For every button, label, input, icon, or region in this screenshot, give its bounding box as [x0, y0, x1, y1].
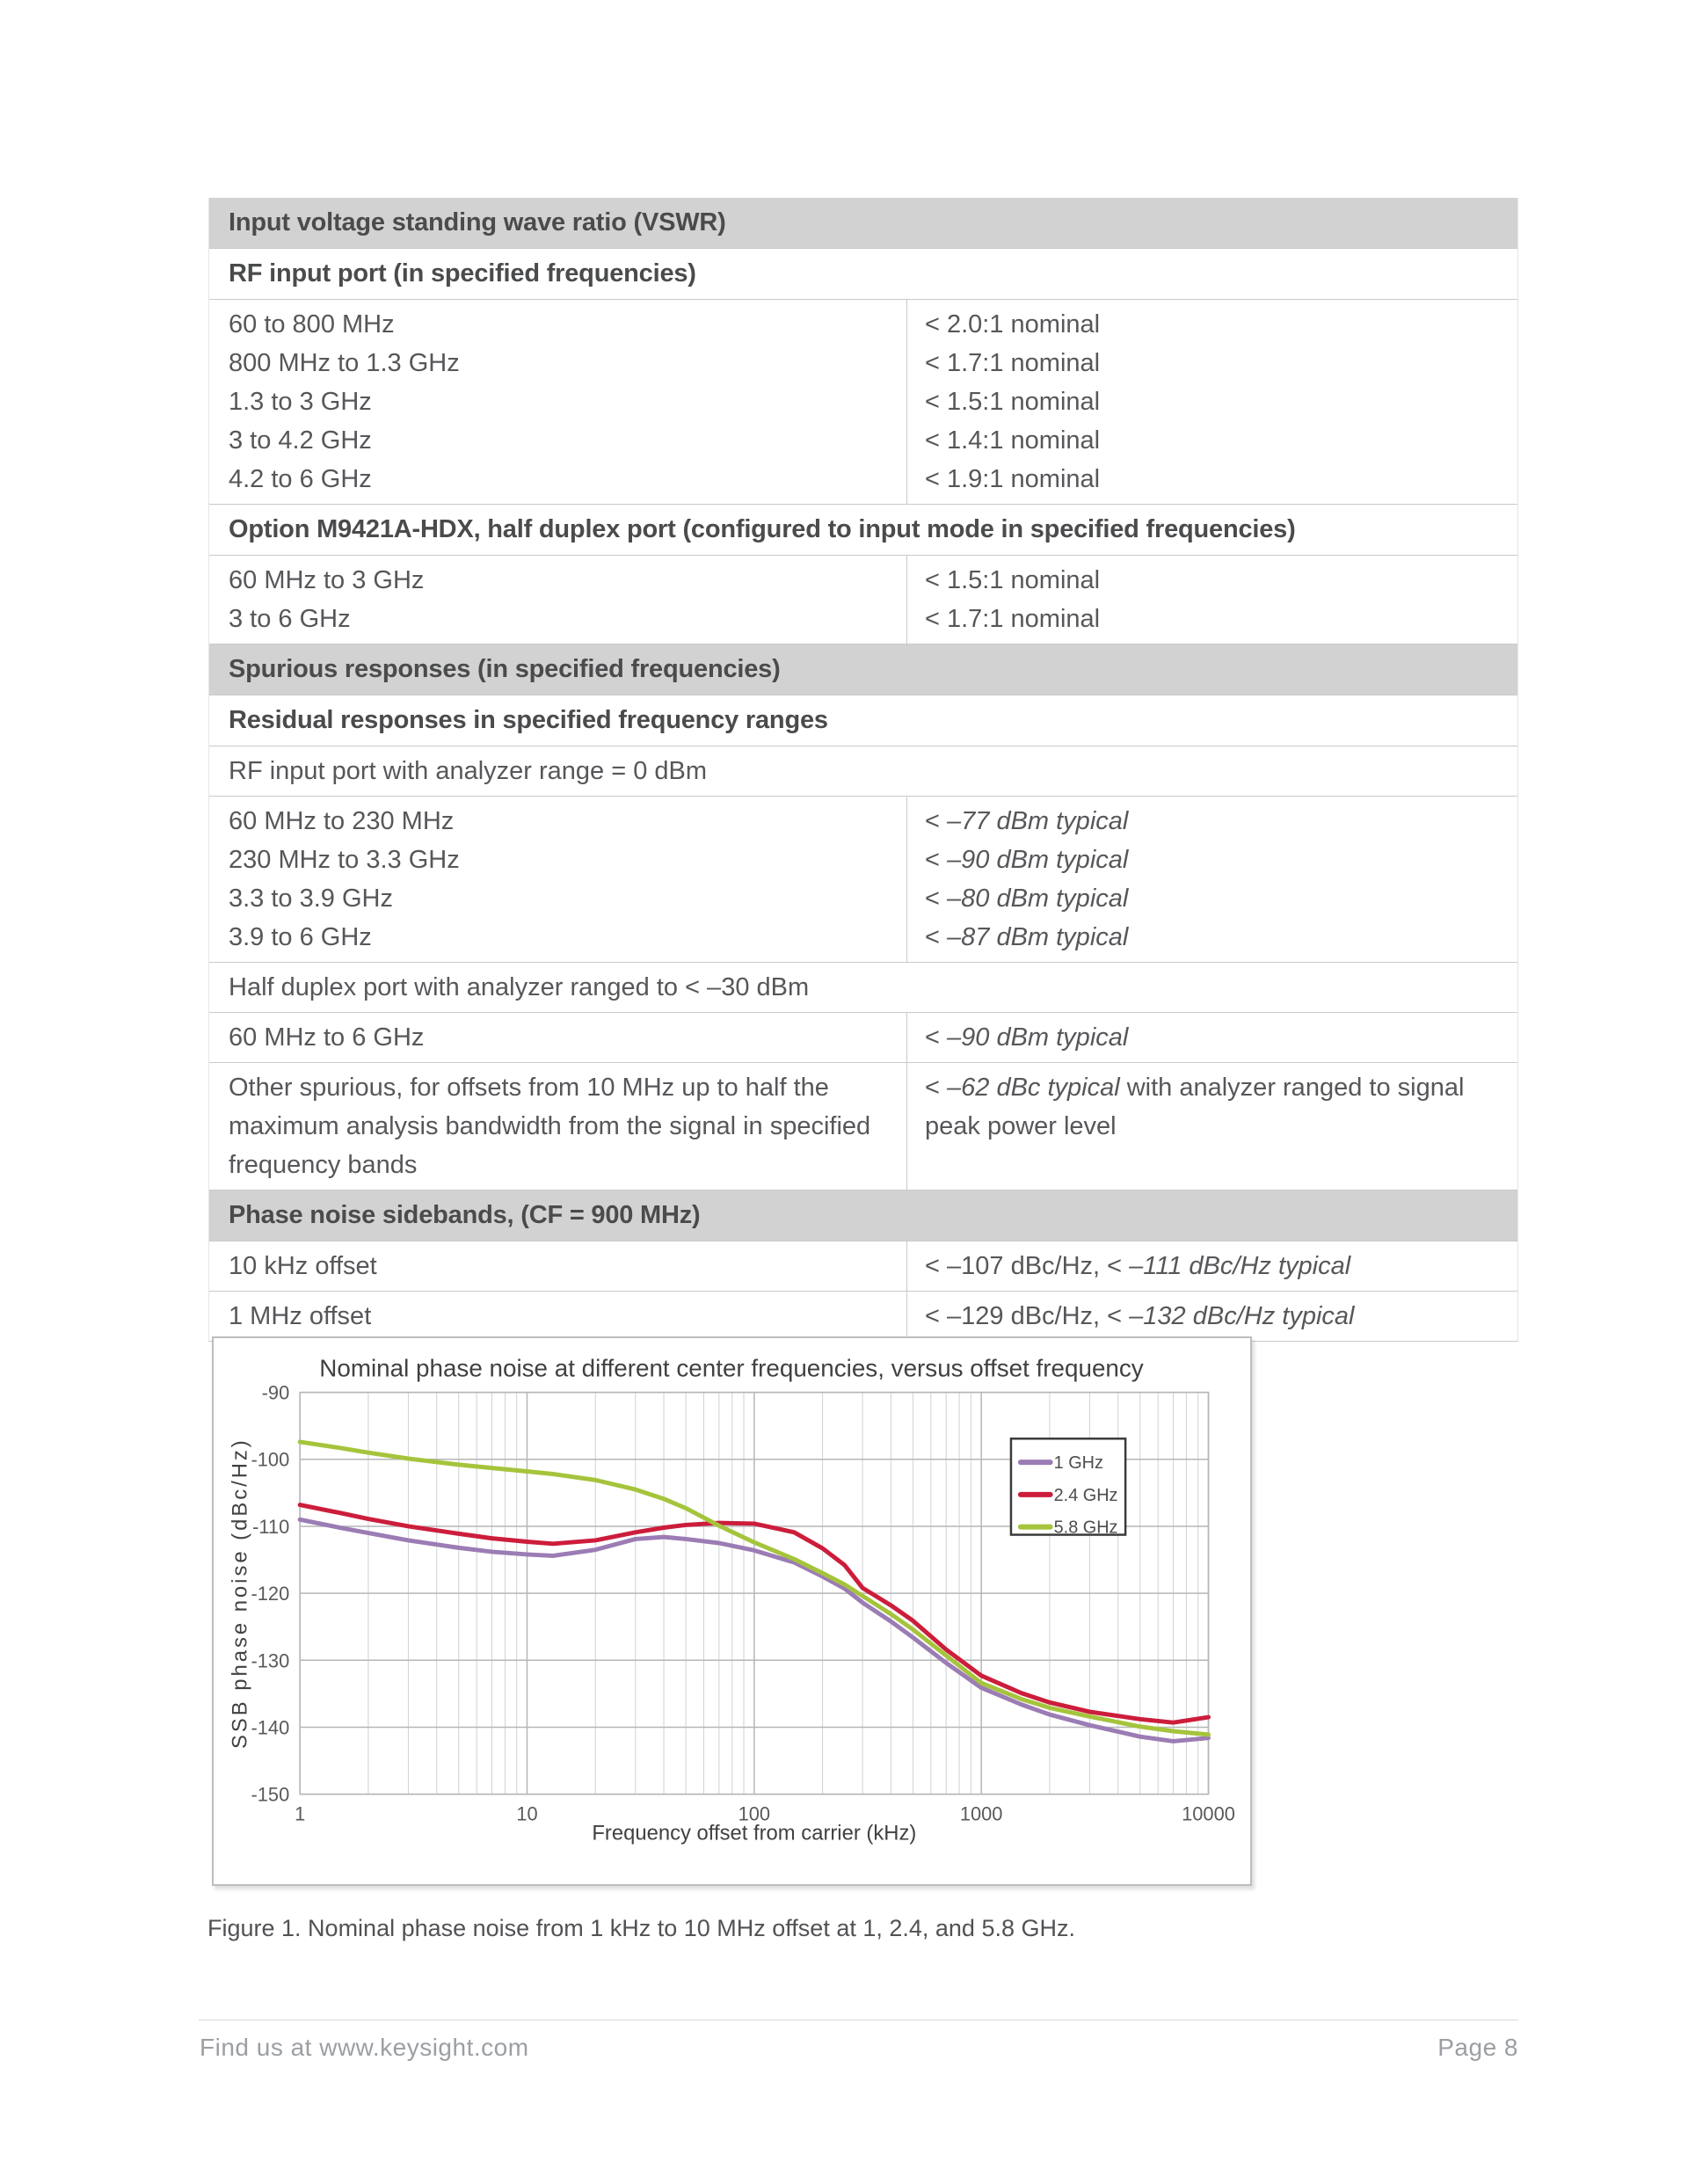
row-value-typical: –80 dBm typical [947, 885, 1129, 913]
table-param-column [209, 797, 906, 962]
y-tick-label: -140 [251, 1716, 290, 1739]
row-value-text: < [925, 807, 947, 835]
row-value-text: < 1.7:1 nominal [925, 605, 1101, 633]
row-value-text: < [925, 1074, 947, 1102]
figure-caption: Figure 1. Nominal phase noise from 1 kHz to 10 MHz offset at 1, 2.4, and 5.8 GHz. [207, 1915, 1075, 1941]
row-value-text: < [925, 1023, 947, 1052]
table-value-column [906, 300, 1517, 504]
chart-title: Nominal phase noise at different center frequencies, versus offset frequency [319, 1354, 1144, 1382]
row-value [925, 1297, 1498, 1336]
row-value [925, 460, 1498, 499]
row-param: 230 MHz to 3.3 GHz [229, 846, 460, 874]
row-value [925, 600, 1498, 638]
y-tick-label: -120 [251, 1583, 290, 1605]
table-section-note: Half duplex port with analyzer ranged to < –30 dBm [209, 962, 1517, 1012]
table-section-header: Input voltage standing wave ratio (VSWR) [209, 198, 1517, 248]
row-param: 60 MHz to 6 GHz [229, 1023, 425, 1052]
table-section-rows [209, 1291, 1517, 1341]
y-tick-label: -90 [261, 1381, 290, 1404]
row-value [925, 421, 1498, 460]
spec-table [208, 198, 1518, 1342]
table-section-note: RF input port with analyzer range = 0 dBm [209, 746, 1517, 796]
y-tick-label: -110 [252, 1515, 290, 1538]
row-param: Other spurious, for offsets from 10 MHz up to half the maximum analysis bandwidth from the signal in specified frequency bands [229, 1074, 871, 1179]
row-value-text: < 1.7:1 nominal [925, 349, 1101, 377]
row-param: 1 MHz offset [229, 1302, 372, 1330]
phase-noise-chart [212, 1336, 1252, 1886]
table-value-column [906, 556, 1517, 644]
x-tick-label: 1 [295, 1802, 306, 1825]
footer-page-number: Page 8 [1437, 2034, 1518, 2061]
row-value-text: < –107 dBc/Hz, < [925, 1252, 1130, 1280]
row-param: 10 kHz offset [229, 1252, 377, 1280]
y-axis-label: SSB phase noise (dBc/Hz) [228, 1438, 252, 1749]
table-section-rows [209, 555, 1517, 644]
row-value [925, 561, 1498, 600]
row-value [925, 382, 1498, 421]
row-value-text: < –129 dBc/Hz, < [925, 1302, 1130, 1330]
row-param: 4.2 to 6 GHz [229, 465, 372, 493]
row-value-text: < [925, 846, 947, 874]
table-section-subheader: RF input port (in specified frequencies) [209, 248, 1517, 299]
row-param: 3 to 6 GHz [229, 605, 351, 633]
y-tick-label: -150 [251, 1783, 290, 1806]
row-param: 60 MHz to 3 GHz [229, 566, 425, 594]
row-param: 60 MHz to 230 MHz [229, 807, 455, 835]
table-section-header: Spurious responses (in specified frequencies) [209, 644, 1517, 695]
row-value-text: with analyzer ranged to signal peak power level [925, 1074, 1465, 1140]
row-value [925, 879, 1498, 918]
legend-label: 2.4 GHz [1053, 1485, 1118, 1505]
row-value-text: < [925, 885, 947, 913]
row-value-text: < 2.0:1 nominal [925, 310, 1101, 339]
row-value-typical: –77 dBm typical [947, 807, 1129, 835]
y-tick-label: -100 [251, 1448, 290, 1471]
row-value-typical: –87 dBm typical [947, 923, 1129, 951]
y-tick-label: -130 [251, 1649, 290, 1672]
table-param-column [209, 1063, 906, 1190]
x-axis-label: Frequency offset from carrier (kHz) [592, 1821, 917, 1845]
row-value [925, 841, 1498, 879]
row-value [925, 1068, 1498, 1146]
row-param: 3 to 4.2 GHz [229, 426, 372, 455]
table-value-column [906, 797, 1517, 962]
row-value-typical: –62 dBc typical [947, 1074, 1120, 1102]
row-value-text: < [925, 923, 947, 951]
table-section-header: Phase noise sidebands, (CF = 900 MHz) [209, 1190, 1517, 1241]
table-section-rows [209, 299, 1517, 504]
row-value-text: < 1.9:1 nominal [925, 465, 1101, 493]
x-tick-label: 10 [516, 1802, 538, 1825]
table-value-column [906, 1013, 1517, 1062]
table-param-column [209, 300, 906, 504]
table-value-column [906, 1292, 1517, 1341]
row-param: 800 MHz to 1.3 GHz [229, 349, 460, 377]
row-value-text: < 1.5:1 nominal [925, 388, 1101, 416]
x-tick-label: 1000 [959, 1802, 1003, 1825]
x-tick-label: 100 [738, 1802, 771, 1825]
table-param-column [209, 1241, 906, 1291]
row-value-typical: –111 dBc/Hz typical [1129, 1252, 1351, 1280]
table-section-rows [209, 1062, 1517, 1190]
table-section-rows [209, 796, 1517, 962]
table-section-rows [209, 1241, 1517, 1291]
row-value-typical: –132 dBc/Hz typical [1129, 1302, 1355, 1330]
table-param-column [209, 1013, 906, 1062]
table-param-column [209, 1292, 906, 1341]
table-value-column [906, 1241, 1517, 1291]
row-param: 1.3 to 3 GHz [229, 388, 372, 416]
row-param: 3.3 to 3.9 GHz [229, 885, 393, 913]
footer-find-us-link[interactable]: Find us at www.keysight.com [200, 2034, 529, 2061]
row-value [925, 1018, 1498, 1057]
row-value [925, 1247, 1498, 1285]
row-value [925, 802, 1498, 841]
row-value-typical: –90 dBm typical [947, 1023, 1129, 1052]
row-value-text: < 1.4:1 nominal [925, 426, 1101, 455]
row-value [925, 305, 1498, 344]
table-section-subheader: Residual responses in specified frequency ranges [209, 695, 1517, 746]
table-param-column [209, 556, 906, 644]
table-value-column [906, 1063, 1517, 1190]
row-value-typical: –90 dBm typical [947, 846, 1129, 874]
row-value-text: < 1.5:1 nominal [925, 566, 1101, 594]
phase-noise-chart-svg [214, 1338, 1250, 1884]
row-value [925, 344, 1498, 382]
row-value [925, 918, 1498, 957]
legend-label: 1 GHz [1053, 1453, 1103, 1474]
legend-label: 5.8 GHz [1053, 1518, 1118, 1538]
row-param: 3.9 to 6 GHz [229, 923, 372, 951]
table-section-subheader: Option M9421A-HDX, half duplex port (configured to input mode in specified frequencies) [209, 504, 1517, 555]
table-section-rows [209, 1012, 1517, 1062]
x-tick-label: 10000 [1182, 1802, 1235, 1825]
row-param: 60 to 800 MHz [229, 310, 395, 339]
